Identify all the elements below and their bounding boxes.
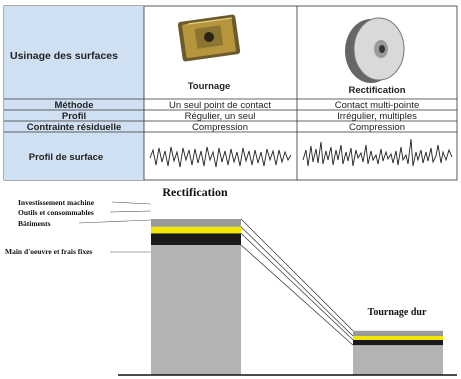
turning-methode-value: Un seul point de contact (169, 100, 271, 111)
connector-line-2 (241, 227, 353, 336)
bar-segment-1-3 (353, 331, 443, 336)
grinding-methode-value: Contact multi-pointe (334, 100, 420, 111)
connector-line-1 (241, 233, 353, 340)
legend-investissement: Investissement machine (18, 198, 95, 207)
turning-contrainte-value: Compression (192, 122, 248, 133)
bar-segment-0-3 (151, 219, 241, 227)
bar-segment-1-1 (353, 340, 443, 345)
bar-segment-0-2 (151, 227, 241, 234)
chart-left-title: Rectification (162, 185, 228, 199)
grinding-caption: Rectification (348, 85, 406, 96)
bar-segment-0-0 (151, 245, 241, 375)
chart-connectors (241, 219, 353, 345)
bar-segment-0-1 (151, 233, 241, 245)
comparison-table (4, 6, 457, 180)
row-label-methode: Méthode (54, 100, 94, 111)
grinding-wheel-icon (345, 18, 404, 83)
chart-bars (151, 219, 443, 375)
cost-chart (5, 185, 457, 375)
row-label-profil: Profil (61, 111, 87, 122)
turning-profil-value: Régulier, un seul (184, 111, 256, 122)
bar-segment-1-2 (353, 336, 443, 340)
legend-main-oeuvre: Main d'oeuvre et frais fixes (5, 247, 93, 256)
chart-right-title: Tournage dur (367, 307, 427, 318)
grinding-contrainte-value: Compression (349, 122, 405, 133)
row-header-title: Usinage des surfaces (10, 50, 118, 62)
legend-outils: Outils et consommables (18, 208, 94, 217)
turning-caption: Tournage (187, 81, 231, 92)
connector-line-0 (241, 245, 353, 345)
row-label-profil-surface: Profil de surface (28, 152, 104, 163)
grinding-profil-value: Irrégulier, multiples (337, 111, 417, 122)
row-label-contrainte: Contrainte résiduelle (26, 122, 122, 133)
bar-segment-1-0 (353, 345, 443, 375)
legend-batiments: Bâtiments (18, 219, 51, 228)
connector-line-3 (241, 219, 353, 331)
turning-insert-icon (177, 14, 240, 62)
